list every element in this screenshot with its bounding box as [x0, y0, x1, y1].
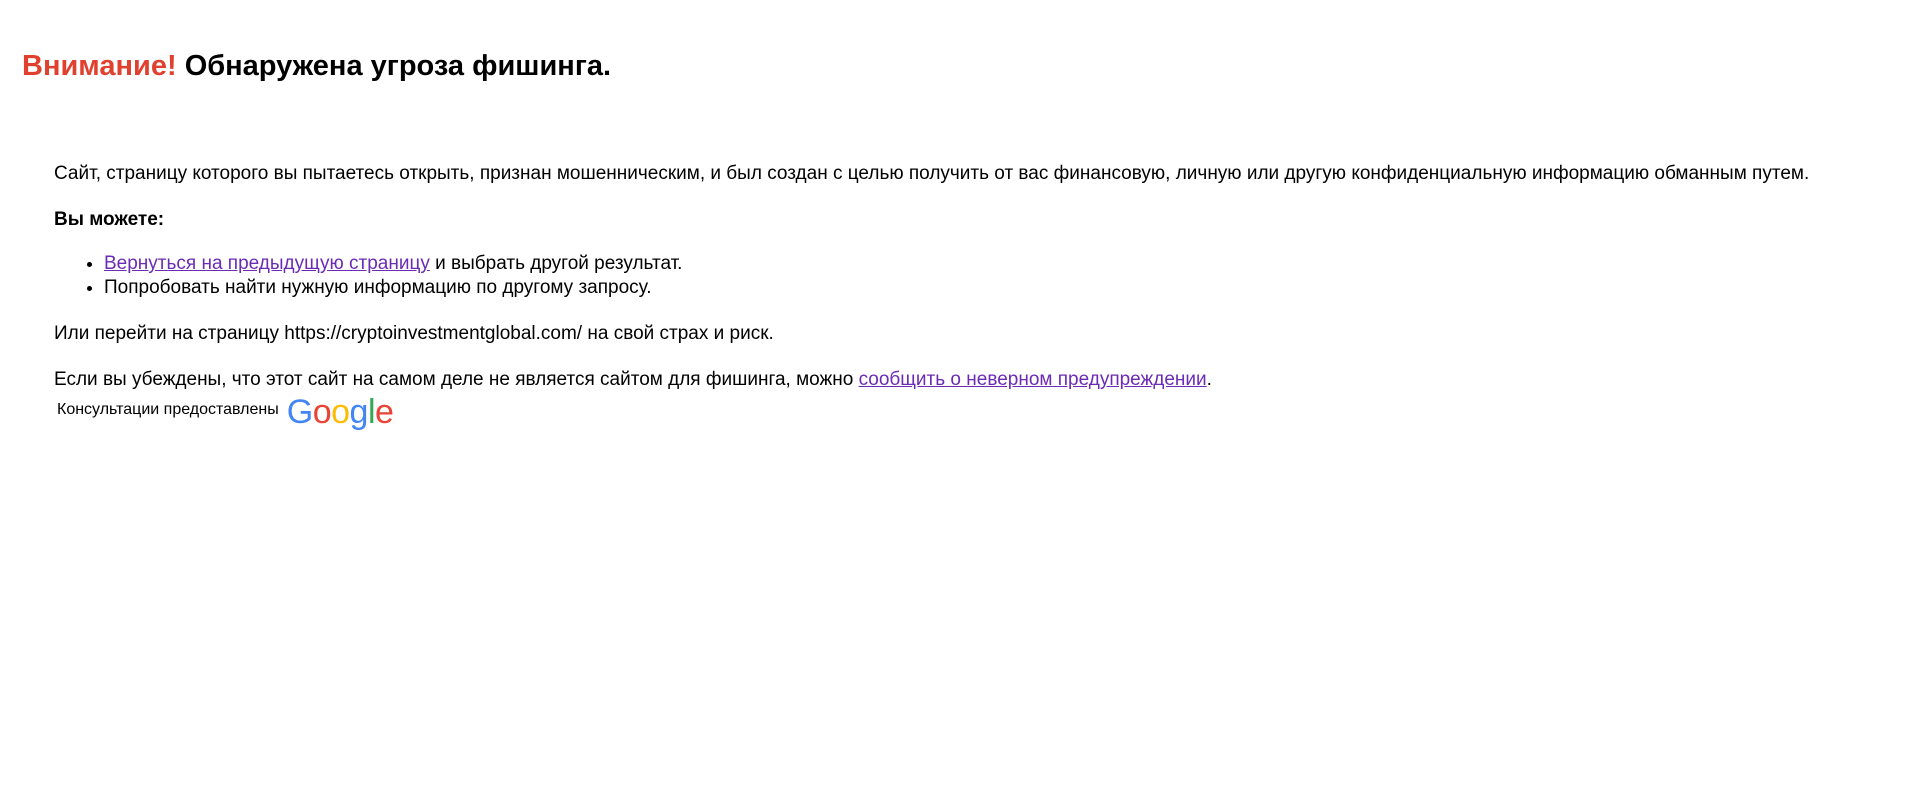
report-false-warning-link[interactable]: сообщить о неверном предупреждении — [858, 369, 1207, 390]
warning-label: Внимание! — [22, 50, 177, 82]
warning-content — [54, 162, 1894, 392]
go-back-suffix: и выбрать другой результат. — [429, 253, 683, 274]
google-logo — [287, 394, 394, 430]
report-prefix: Если вы убеждены, что этот сайт на самом деле не является сайтом для фишинга, можно — [54, 369, 859, 390]
logo-letter: o — [331, 393, 350, 431]
go-back-link[interactable]: Вернуться на предыдущую страницу — [104, 253, 430, 274]
provider-text: Консультации предоставлены — [57, 401, 279, 418]
list-item-search-again: • Попробовать найти нужную информацию по другому запросу. — [104, 276, 1894, 300]
options-heading: Вы можете: — [54, 209, 165, 230]
logo-letter: e — [375, 393, 394, 431]
list-item-go-back — [104, 252, 1894, 276]
options-list — [54, 252, 1894, 300]
continue-text: Или перейти на страницу https://cryptoinvestmentglobal.com/ на свой страх и риск. — [54, 323, 774, 344]
description-text: Сайт, страницу которого вы пытаетесь открыть, признан мошенническим, и был создан с целью получить от вас финансовую, личную или другую конфиденциальную информацию обманным путем. — [54, 163, 1810, 184]
logo-letter: o — [312, 393, 332, 431]
title-text: Обнаружена угроза фишинга. — [184, 50, 612, 82]
logo-letter: G — [286, 393, 313, 431]
logo-letter: g — [349, 393, 368, 431]
report-paragraph — [54, 368, 1894, 392]
provider-attribution — [57, 392, 394, 431]
logo-letter: l — [367, 393, 376, 431]
report-suffix: . — [1206, 369, 1212, 390]
page-title — [22, 48, 611, 84]
